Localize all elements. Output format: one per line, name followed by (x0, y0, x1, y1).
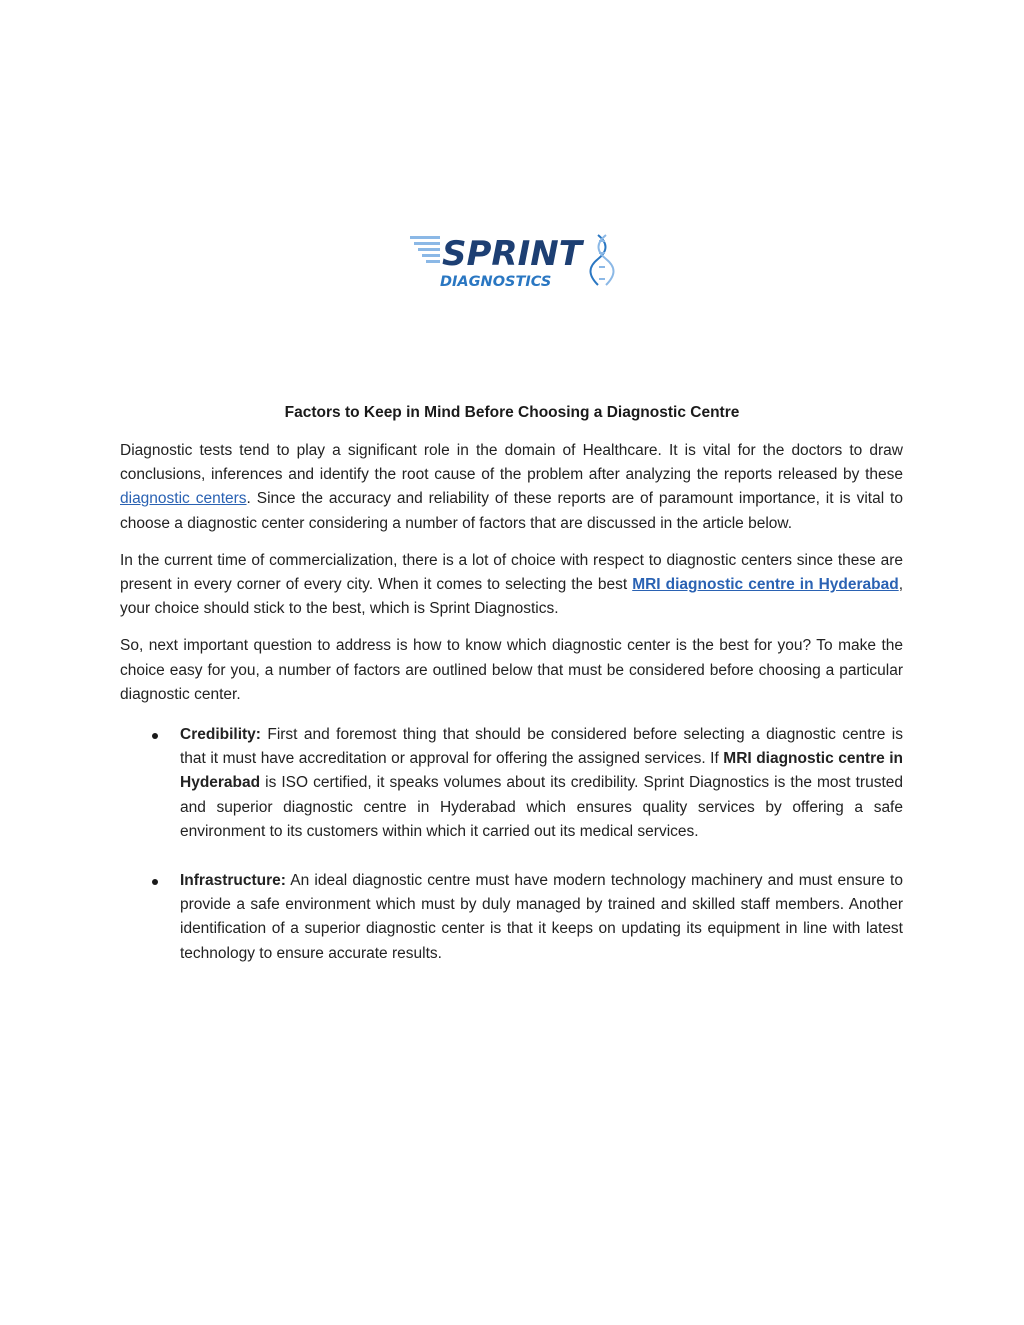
factor-term: Infrastructure: (180, 872, 286, 890)
factor-item-infrastructure (120, 869, 903, 966)
p2-text-before: In the current time of commercialization, there is a lot of choice with respect to diagnostic centers since these are present in every corner of every city. When it comes to selecting the best (120, 551, 903, 594)
p2-text-after: , your choice should stick to the best, which is Sprint Diagnostics. (120, 576, 903, 618)
factor-text-continued: is ISO certified, it speaks volumes about its credibility. Sprint Diagnostics is the most trusted and superior diagnostic centre in Hyderabad which ensures quality services by offering a safe environment to its customers within which it carried out its medical services. (180, 774, 903, 840)
factor-emphasis: MRI diagnostic centre in Hyderabad (180, 750, 903, 792)
logo-graphic (410, 229, 620, 291)
speed-stripes (410, 236, 440, 263)
intro-paragraph (120, 439, 903, 536)
factor-text: First and foremost thing that should be considered before selecting a diagnostic centre is that it must have accreditation or approval for offering the assigned services. If (180, 726, 903, 768)
bullet-icon (152, 879, 158, 885)
article-body (120, 439, 903, 991)
factors-list (120, 723, 903, 966)
diagnostic-centers-link[interactable]: diagnostic centers (120, 490, 247, 508)
factor-term: Credibility: (180, 726, 261, 744)
factor-text: An ideal diagnostic centre must have modern technology machinery and must ensure to provide a safe environment which must by duly managed by trained and skilled staff members. Another identification of a superior diagnostic center is that it keeps on updating its equipment in line with latest technology to ensure accurate results. (180, 872, 903, 962)
article-title: Factors to Keep in Mind Before Choosing a Diagnostic Centre (284, 404, 740, 421)
sprint-diagnostics-logo (410, 229, 620, 291)
question-paragraph: So, next important question to address is how to know which diagnostic center is the best for you? To make the choice easy for you, a number of factors are outlined below that must be considered before choosing a particular diagnostic center. (120, 637, 903, 703)
logo-brand-bottom: DIAGNOSTICS (440, 274, 552, 290)
commercialization-paragraph (120, 549, 903, 622)
mri-diagnostic-centre-link[interactable]: MRI diagnostic centre in Hyderabad (632, 576, 899, 594)
p1-text-after: . Since the accuracy and reliability of these reports are of paramount importance, it is vital to choose a diagnostic center considering a number of factors that are discussed in the article below. (120, 490, 903, 532)
bullet-icon (152, 733, 158, 739)
factor-item-credibility (120, 723, 903, 844)
logo-brand-top: SPRINT (442, 234, 582, 274)
dna-helix-icon (591, 235, 614, 285)
p1-text-before: Diagnostic tests tend to play a significant role in the domain of Healthcare. It is vital for the doctors to draw conclusions, inferences and identify the root cause of the problem after analyzing the reports released by these (120, 442, 903, 484)
